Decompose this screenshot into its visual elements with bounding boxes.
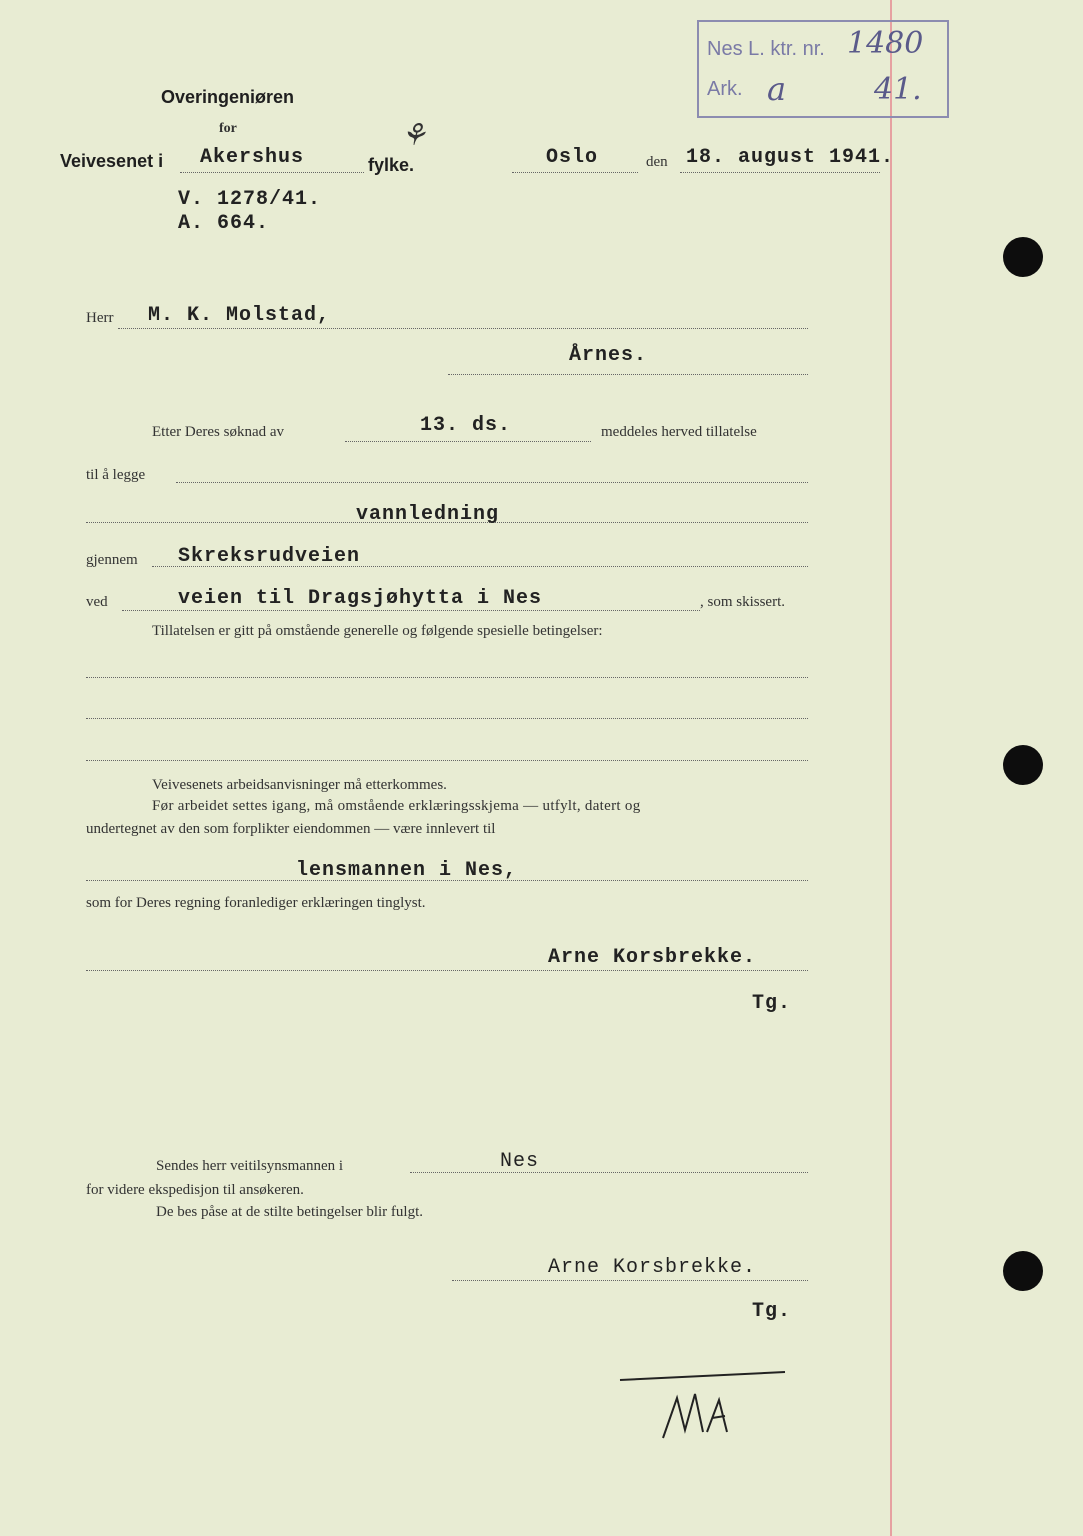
sendes-dotline bbox=[410, 1172, 808, 1173]
ved-dotline bbox=[122, 610, 700, 611]
ved-value: veien til Dragsjøhytta i Nes bbox=[178, 587, 543, 610]
county-dotline bbox=[180, 172, 364, 173]
recipient-name: M. K. Molstad, bbox=[148, 304, 331, 327]
margin-rule bbox=[890, 0, 892, 1536]
road-value: Skreksrudveien bbox=[178, 545, 361, 568]
fylke-label: fylke. bbox=[368, 155, 415, 175]
ved-label: ved bbox=[86, 594, 108, 610]
sendes-place: Nes bbox=[500, 1150, 540, 1173]
sendes-text: Sendes herr veitilsynsmannen i bbox=[156, 1158, 344, 1174]
place: Oslo bbox=[546, 146, 599, 169]
signature-dotline-1 bbox=[86, 970, 808, 971]
legge-dotline-1 bbox=[176, 482, 808, 483]
signature-1: Arne Korsbrekke. bbox=[548, 946, 757, 969]
som-for-text: som for Deres regning foranlediger erklæringen tinglyst. bbox=[86, 895, 426, 911]
for-videre-text: for videre ekspedisjon til ansøkeren. bbox=[86, 1182, 304, 1198]
arbeids-text: Veivesenets arbeidsanvisninger må etterkommes. bbox=[152, 777, 447, 793]
den-label: den bbox=[646, 154, 668, 170]
lensmann-value: lensmannen i Nes, bbox=[296, 859, 518, 882]
punch-hole-middle bbox=[1003, 745, 1043, 785]
til-a-legge-text: til å legge bbox=[86, 467, 146, 483]
condition-dotline-1 bbox=[86, 677, 808, 678]
de-bes-text: De bes påse at de stilte betingelser blir fulgt. bbox=[156, 1204, 424, 1220]
recipient-dotline bbox=[118, 328, 808, 329]
soknad-dotline bbox=[345, 441, 591, 442]
stamp-label-1: Nes L. ktr. nr. bbox=[707, 38, 825, 60]
stamp-ark-value: a bbox=[767, 70, 787, 108]
office-title: Overingeniøren bbox=[161, 87, 295, 107]
punch-hole-top bbox=[1003, 237, 1043, 277]
stamp-label-2: Ark. bbox=[707, 78, 743, 100]
date-dotline bbox=[680, 172, 880, 173]
undertegnet-text: undertegnet av den som forplikter eiendommen — være innlevert til bbox=[86, 821, 496, 837]
soknad-date: 13. ds. bbox=[420, 414, 512, 437]
som-skissert: , som skissert. bbox=[700, 594, 786, 610]
recipient-place: Årnes. bbox=[569, 344, 648, 367]
signature-dotline-2 bbox=[452, 1280, 808, 1281]
handwritten-initials bbox=[615, 1370, 795, 1450]
object-value: vannledning bbox=[356, 503, 500, 526]
place-dotline bbox=[512, 172, 638, 173]
reference-a: A. 664. bbox=[178, 212, 270, 235]
etter-text: Etter Deres søknad av bbox=[152, 424, 285, 440]
stamp-number: 1480 bbox=[847, 26, 924, 61]
tillatelsen-text: Tillatelsen er gitt på omstående generelle og følgende spesielle betingelser: bbox=[152, 623, 603, 639]
tg-2: Tg. bbox=[752, 1300, 792, 1323]
condition-dotline-2 bbox=[86, 718, 808, 719]
letter-date: 18. august 1941. bbox=[686, 146, 895, 169]
gjennem-label: gjennem bbox=[86, 552, 138, 568]
recipient-place-dotline bbox=[448, 374, 808, 375]
meddeles-text: meddeles herved tillatelse bbox=[601, 424, 757, 440]
emblem-icon: ⚘ bbox=[400, 118, 427, 153]
punch-hole-bottom bbox=[1003, 1251, 1043, 1291]
signature-2: Arne Korsbrekke. bbox=[548, 1256, 757, 1279]
for-arbeidet-text: Før arbeidet settes igang, må omstående erklæringsskjema — utfylt, datert og bbox=[152, 798, 641, 814]
reference-v: V. 1278/41. bbox=[178, 188, 322, 211]
tg-1: Tg. bbox=[752, 992, 792, 1015]
herr-label: Herr bbox=[86, 310, 114, 326]
registry-stamp bbox=[697, 20, 949, 118]
office-for: for bbox=[219, 121, 237, 136]
stamp-year: 41. bbox=[874, 72, 922, 107]
office-line-prefix: Veivesenet i bbox=[60, 151, 164, 171]
condition-dotline-3 bbox=[86, 760, 808, 761]
county: Akershus bbox=[200, 146, 305, 169]
